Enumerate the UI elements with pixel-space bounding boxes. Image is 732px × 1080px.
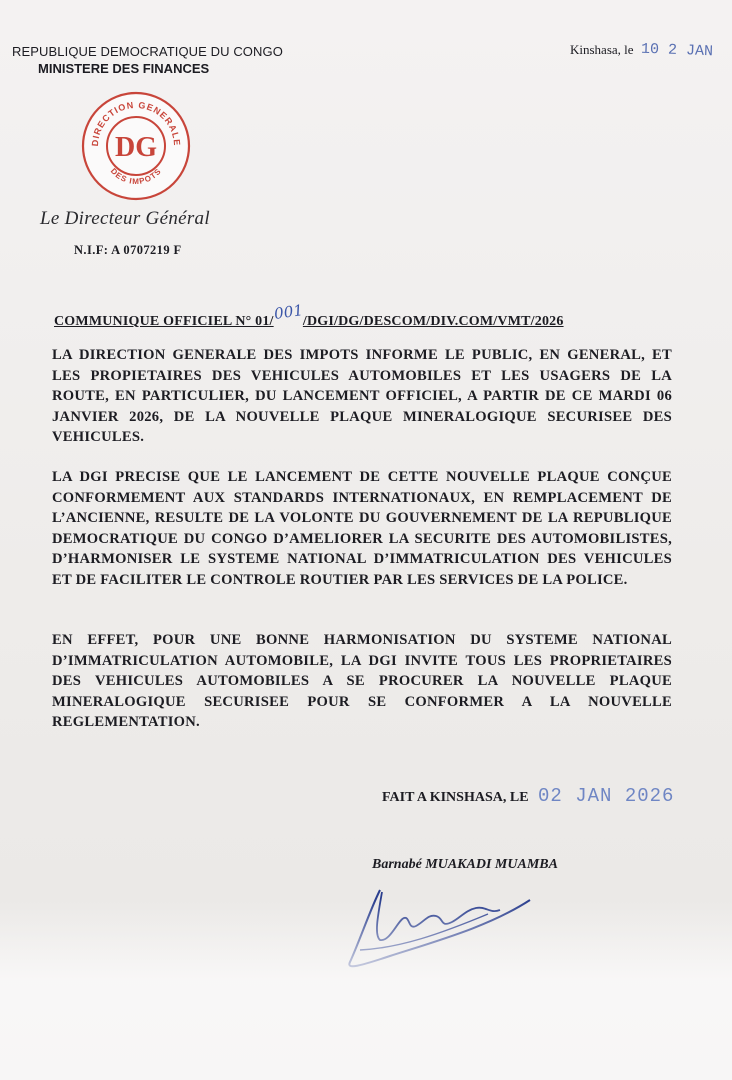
nif-number: N.I.F: A 0707219 F xyxy=(74,243,182,257)
signoff-line xyxy=(382,785,674,807)
date-stamp-bottom: 02 JAN 2026 xyxy=(538,785,675,807)
director-title: Le Directeur Général xyxy=(40,208,210,229)
photo-glare xyxy=(0,900,732,1080)
logo-text-bottom: DES IMPOTS xyxy=(108,166,164,187)
reference-suffix: /DGI/DG/DESCOM/DIV.COM/VMT/2026 xyxy=(302,314,564,329)
country-name: REPUBLIQUE DEMOCRATIQUE DU CONGO xyxy=(12,44,283,59)
dgi-logo xyxy=(80,90,192,202)
signatory-name: Barnabé MUAKADI MUAMBA xyxy=(372,857,558,872)
communique-reference xyxy=(54,301,674,330)
reference-handwritten-number: 001 xyxy=(272,301,304,323)
paragraph-announcement: LA DIRECTION GENERALE DES IMPOTS INFORME LE PUBLIC, EN GENERAL, ET LES PROPIETAIRES DES VEHICULES AUTOMOBILES ET LES USAGERS DE LA ROUTE, EN PARTICULIER, DU LANCEMENT OFFICIEL, A PARTIR DE CE MARDI 06 JANVIER 2026, DE LA NOUVELLE PLAQUE MINERALOGIQUE SECURISEE DES VEHICULES. xyxy=(52,347,672,445)
paragraph-details: LA DGI PRECISE QUE LE LANCEMENT DE CETTE NOUVELLE PLAQUE CONÇUE CONFORMEMENT AUX STANDARDS INTERNATIONAUX, EN REMPLACEMENT DE L’ANCIENNE, RESULTE DE LA VOLONTE DU GOUVERNEMENT DE LA REPUBLIQUE DEMOCRATIQUE DU CONGO D’AMELIORER LA SECURITE DES AUTOMOBILISTES, D’HARMONISER LE SYSTEME NATIONAL D’IMMATRICULATION DES VEHICULES ET DE FACILITER LE CONTROLE ROUTIER PAR LES SERVICES DE LA POLICE. xyxy=(52,469,672,588)
paragraph-invitation: EN EFFET, POUR UNE BONNE HARMONISATION DU SYSTEME NATIONAL D’IMMATRICULATION AUTOMOBILE, LA DGI INVITE TOUS LES PROPRIETAIRES DES VEHICULES AUTOMOBILES A SE PROCURER LA NOUVELLE PLAQUE MINERALOGIQUE SECURISEE POUR SE CONFORMER A LA NOUVELLE REGLEMENTATION. xyxy=(52,632,672,730)
header-date xyxy=(570,42,713,59)
logo-monogram: DG xyxy=(115,132,157,163)
place-date-label: Kinshasa, le xyxy=(570,42,634,57)
signoff-label: FAIT A KINSHASA, LE xyxy=(382,790,529,805)
ministry-name: MINISTERE DES FINANCES xyxy=(38,61,210,76)
reference-prefix: COMMUNIQUE OFFICIEL N° 01/ xyxy=(54,314,274,329)
date-stamp-top: 10 2 JAN xyxy=(640,40,714,61)
logo-text-top: DIRECTION GENERALE xyxy=(89,99,183,147)
